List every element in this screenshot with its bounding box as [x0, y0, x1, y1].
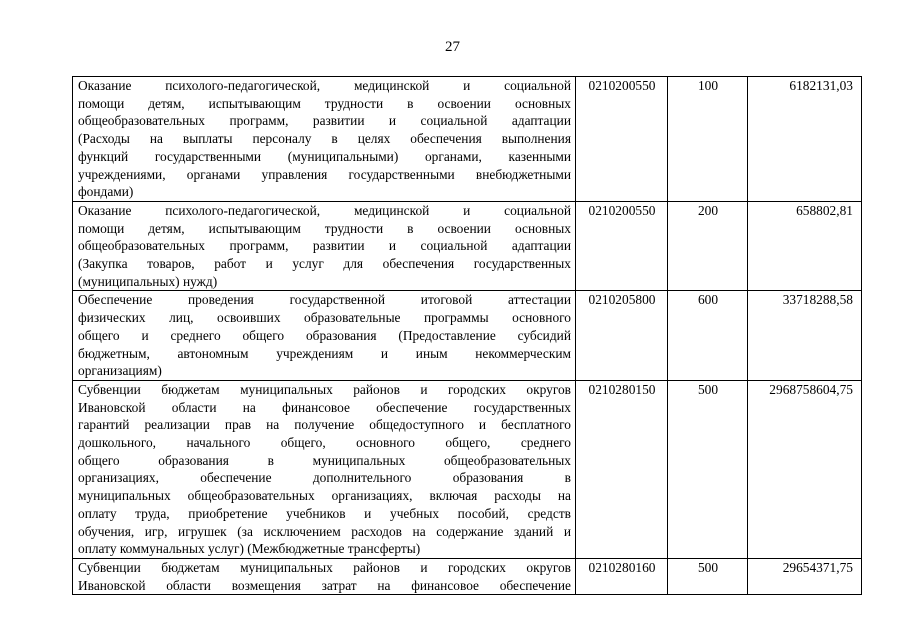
- expense-type-code: 600: [668, 291, 748, 381]
- table-body: [73, 77, 862, 595]
- expense-type-code: 500: [668, 558, 748, 594]
- description-line: Обеспечение проведения государственной итоговой аттестации: [78, 292, 571, 308]
- expense-description: [73, 380, 576, 558]
- expense-type-code: 500: [668, 380, 748, 558]
- description-line: Субвенции бюджетам муниципальных районов и городских округов: [78, 381, 571, 397]
- description-line: фондами): [78, 184, 134, 200]
- page-number: 27: [445, 39, 460, 55]
- description-line: организациях, обеспечение дополнительного образования в: [78, 470, 571, 486]
- description-line: (Закупка товаров, работ и услуг для обеспечения государственных: [78, 256, 571, 272]
- description-line: помощи детям, испытывающим трудности в освоении основных: [78, 220, 571, 236]
- description-line: (Расходы на выплаты персоналу в целях обеспечения выполнения: [78, 131, 571, 147]
- expense-description: [73, 201, 576, 291]
- amount: 2968758604,75: [748, 380, 862, 558]
- description-line: учреждениями, органами управления государственными внебюджетными: [78, 166, 571, 182]
- amount: 6182131,03: [748, 77, 862, 202]
- target-article-code: 0210205800: [576, 291, 668, 381]
- target-article-code: 0210200550: [576, 201, 668, 291]
- description-line: общеобразовательных программ, развитии и социальной адаптации: [78, 238, 571, 254]
- description-line: бюджетным, автономным учреждениям и иным некоммерческим: [78, 345, 571, 361]
- table-row: [73, 558, 862, 594]
- amount: 33718288,58: [748, 291, 862, 381]
- description-line: гарантий реализации прав на получение общедоступного и бесплатного: [78, 417, 571, 433]
- description-line: общеобразовательных программ, развитии и социальной адаптации: [78, 113, 571, 129]
- description-line: общего и среднего общего образования (Предоставление субсидий: [78, 327, 571, 343]
- description-line: обучения, игр, игрушек (за исключением расходов на содержание зданий и: [78, 523, 571, 539]
- table-row: [73, 380, 862, 558]
- description-line: Оказание психолого-педагогической, медицинской и социальной: [78, 202, 571, 218]
- description-line: помощи детям, испытывающим трудности в освоении основных: [78, 95, 571, 111]
- description-line: функций государственными (муниципальными) органами, казенными: [78, 148, 571, 164]
- expense-description: [73, 77, 576, 202]
- table-row: [73, 77, 862, 202]
- target-article-code: 0210280160: [576, 558, 668, 594]
- description-line: физических лиц, освоивших образовательные программы основного: [78, 310, 571, 326]
- description-line: организациям): [78, 363, 162, 379]
- expense-type-code: 100: [668, 77, 748, 202]
- table-row: [73, 291, 862, 381]
- expense-description: [73, 558, 576, 594]
- description-line: (муниципальных) нужд): [78, 273, 218, 289]
- description-line: оплату труда, приобретение учебников и учебных пособий, средств: [78, 505, 571, 521]
- description-line: Ивановской области возмещения затрат на финансовое обеспечение: [78, 577, 571, 593]
- target-article-code: 0210200550: [576, 77, 668, 202]
- description-line: оплату коммунальных услуг) (Межбюджетные трансферты): [78, 541, 421, 557]
- description-line: муниципальных общеобразовательных организациях, включая расходы на: [78, 488, 571, 504]
- target-article-code: 0210280150: [576, 380, 668, 558]
- description-line: общего образования в муниципальных общеобразовательных: [78, 452, 571, 468]
- amount: 658802,81: [748, 201, 862, 291]
- description-line: Оказание психолого-педагогической, медицинской и социальной: [78, 78, 571, 93]
- amount: 29654371,75: [748, 558, 862, 594]
- expense-type-code: 200: [668, 201, 748, 291]
- table-row: [73, 201, 862, 291]
- description-line: Ивановской области на финансовое обеспечение государственных: [78, 399, 571, 415]
- budget-table: [72, 76, 862, 595]
- description-line: дошкольного, начального общего, основного общего, среднего: [78, 435, 571, 451]
- description-line: Субвенции бюджетам муниципальных районов и городских округов: [78, 559, 571, 575]
- expense-description: [73, 291, 576, 381]
